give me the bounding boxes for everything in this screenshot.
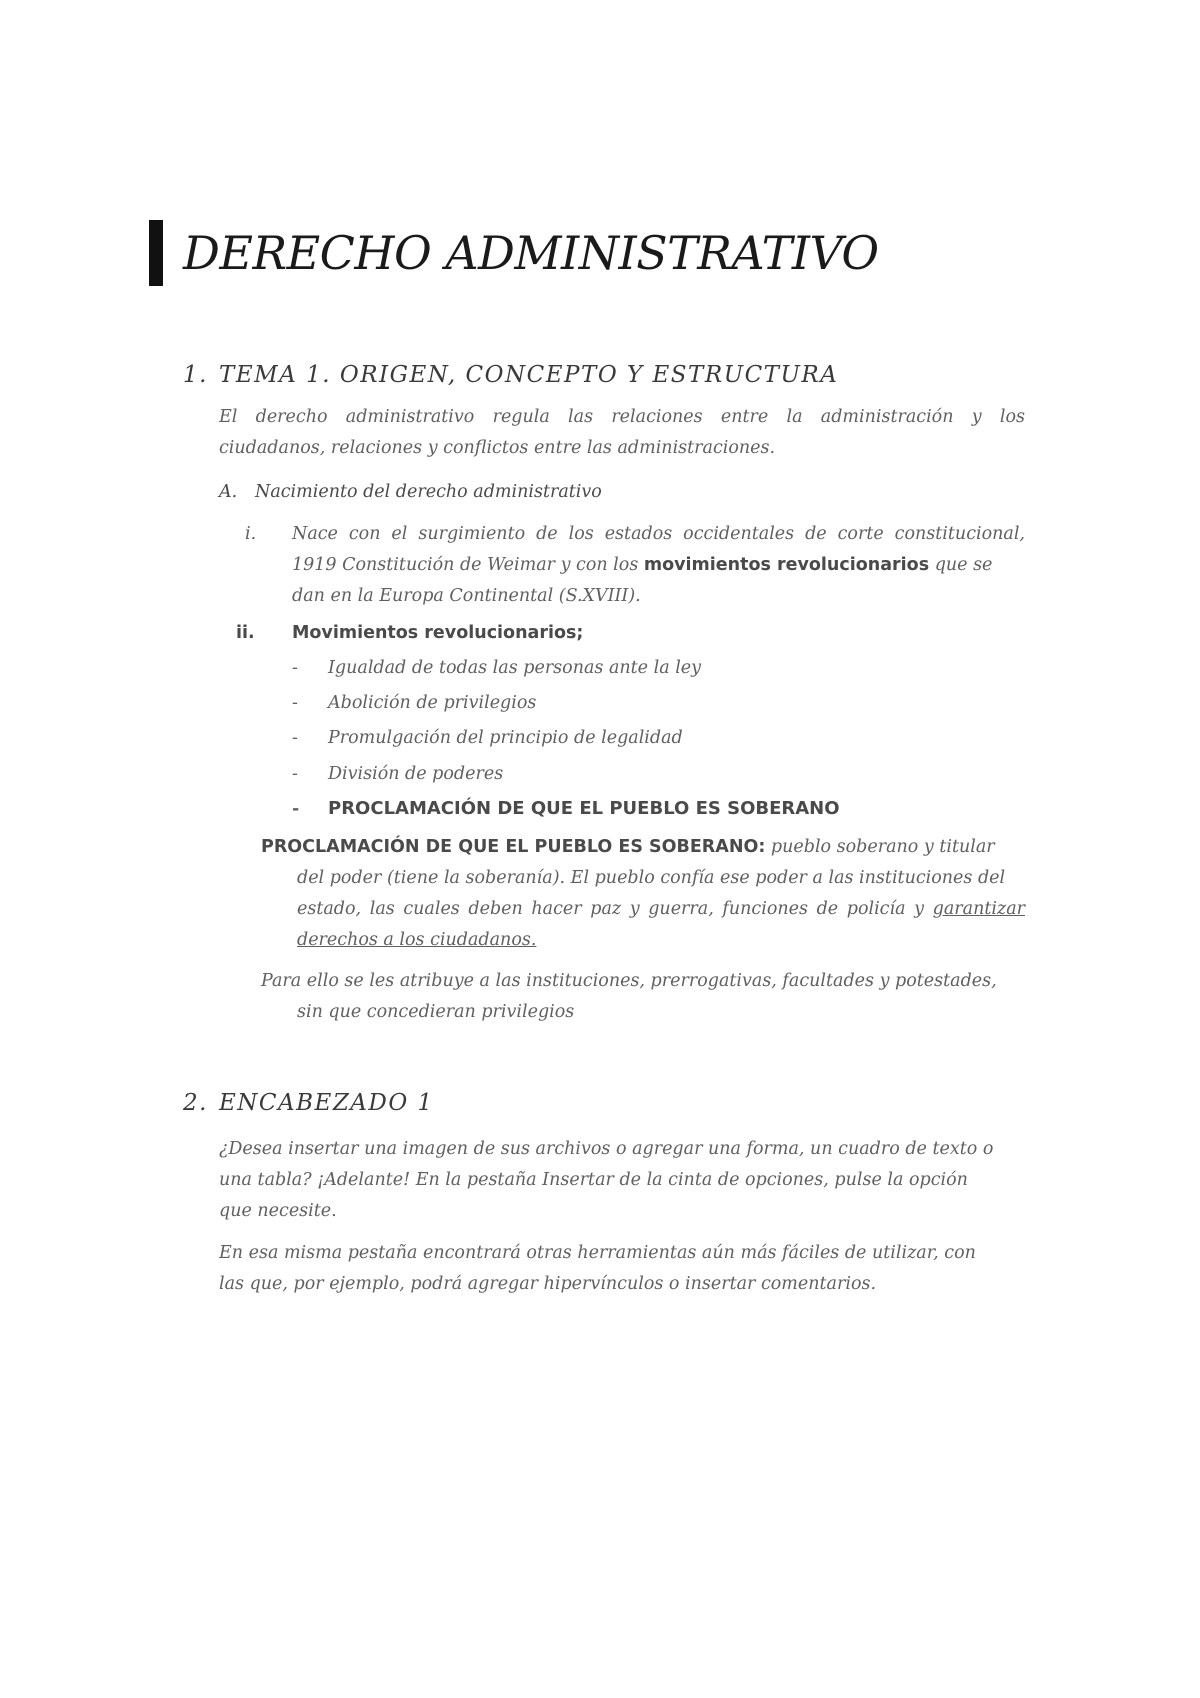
section-2-number: 2. [183,1090,208,1116]
item-i-line-2-pre: 1919 Constitución de Weimar y con los [292,555,644,575]
section-1-heading [183,362,838,388]
section-2-p2-line-1: En esa misma pestaña encontrará otras herramientas aún más fáciles de utilizar, con [219,1243,976,1263]
section-2-p1-line-3: que necesite. [219,1201,337,1221]
section-1-title: TEMA 1. ORIGEN, CONCEPTO Y ESTRUCTURA [219,362,839,388]
section-2-p1-line-1: ¿Desea insertar una imagen de sus archivos o agregar una forma, un cuadro de texto o [219,1139,994,1159]
item-i-line-2-bold: movimientos revolucionarios [643,555,930,575]
bullet-item-bold: PROCLAMACIÓN DE QUE EL PUEBLO ES SOBERANO [328,798,840,819]
item-i-numeral: i. [245,524,257,544]
proclamation-line-1 [261,832,1025,863]
bullet-item: Promulgación del principio de legalidad [328,728,683,748]
para-line-1: Para ello se les atribuye a las instituciones, prerrogativas, facultades y potestades, [261,971,997,991]
document-title: DERECHO ADMINISTRATIVO [183,226,879,280]
section-2-p2-line-2: las que, por ejemplo, podrá agregar hipervínculos o insertar comentarios. [219,1274,877,1294]
item-i-line-2 [292,550,1025,581]
bullet-dash: - [292,764,298,784]
proclamation-line-2: del poder (tiene la soberanía). El pueblo confía ese poder a las instituciones del [297,868,1006,888]
proclamation-line-3-underlined: garantizar [932,899,1025,919]
subsection-a-letter: A. [219,482,238,502]
bullet-dash: - [292,658,298,678]
subsection-a-title: Nacimiento del derecho administrativo [255,482,602,502]
section-2-p1-line-2: una tabla? ¡Adelante! En la pestaña Insertar de la cinta de opciones, pulse la opción [219,1170,968,1190]
item-ii-title: Movimientos revolucionarios; [292,623,584,643]
bullet-dash: - [292,728,298,748]
proclamation-line-1-rest: pueblo soberano y titular [765,837,995,857]
item-ii-numeral: ii. [236,623,255,643]
item-i-line-2-post: que se [929,555,993,575]
item-i-line-1: Nace con el surgimiento de los estados occidentales de corte constitucional, [292,524,1025,544]
bullet-dash: - [292,693,298,713]
proclamation-label: PROCLAMACIÓN DE QUE EL PUEBLO ES SOBERANO: [261,837,766,857]
item-i-line-3: dan en la Europa Continental (S.XVIII). [292,586,641,606]
title-accent-bar [149,220,163,286]
bullet-item: Igualdad de todas las personas ante la ley [328,658,702,678]
intro-line-2: ciudadanos, relaciones y conflictos entre las administraciones. [219,438,776,458]
section-1-number: 1. [183,362,208,388]
section-2-heading [183,1090,434,1116]
intro-line-1: El derecho administrativo regula las relaciones entre la administración y los [219,407,1025,427]
para-line-2: sin que concedieran privilegios [297,1002,575,1022]
bullet-dash: - [292,799,300,819]
bullet-item: Abolición de privilegios [328,693,537,713]
proclamation-line-3 [297,894,1025,925]
section-2-title: ENCABEZADO 1 [219,1090,434,1116]
bullet-item: División de poderes [328,764,504,784]
proclamation-line-4: derechos a los ciudadanos. [297,930,537,950]
proclamation-line-3-pre: estado, las cuales deben hacer paz y guerra, funciones de policía y [297,899,933,919]
